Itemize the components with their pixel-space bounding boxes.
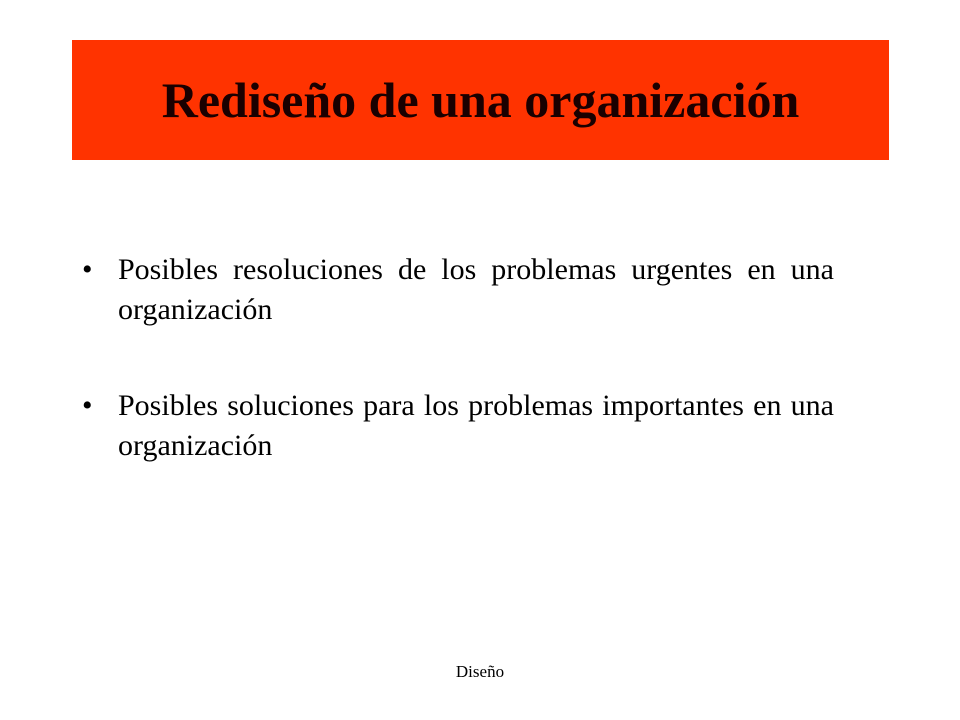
list-item [82,250,842,330]
slide-footer: Diseño [455,662,505,681]
list-item [82,386,842,466]
slide-title: Rediseño de una organización [161,72,800,128]
bullet-text: Posibles soluciones para los problemas importantes en una organización [118,389,834,462]
bullet-list [82,250,842,522]
bullet-icon: • [82,389,93,422]
bullet-icon: • [82,253,93,286]
bullet-text: Posibles resoluciones de los problemas urgentes en una organización [118,253,834,326]
title-band [72,40,889,160]
